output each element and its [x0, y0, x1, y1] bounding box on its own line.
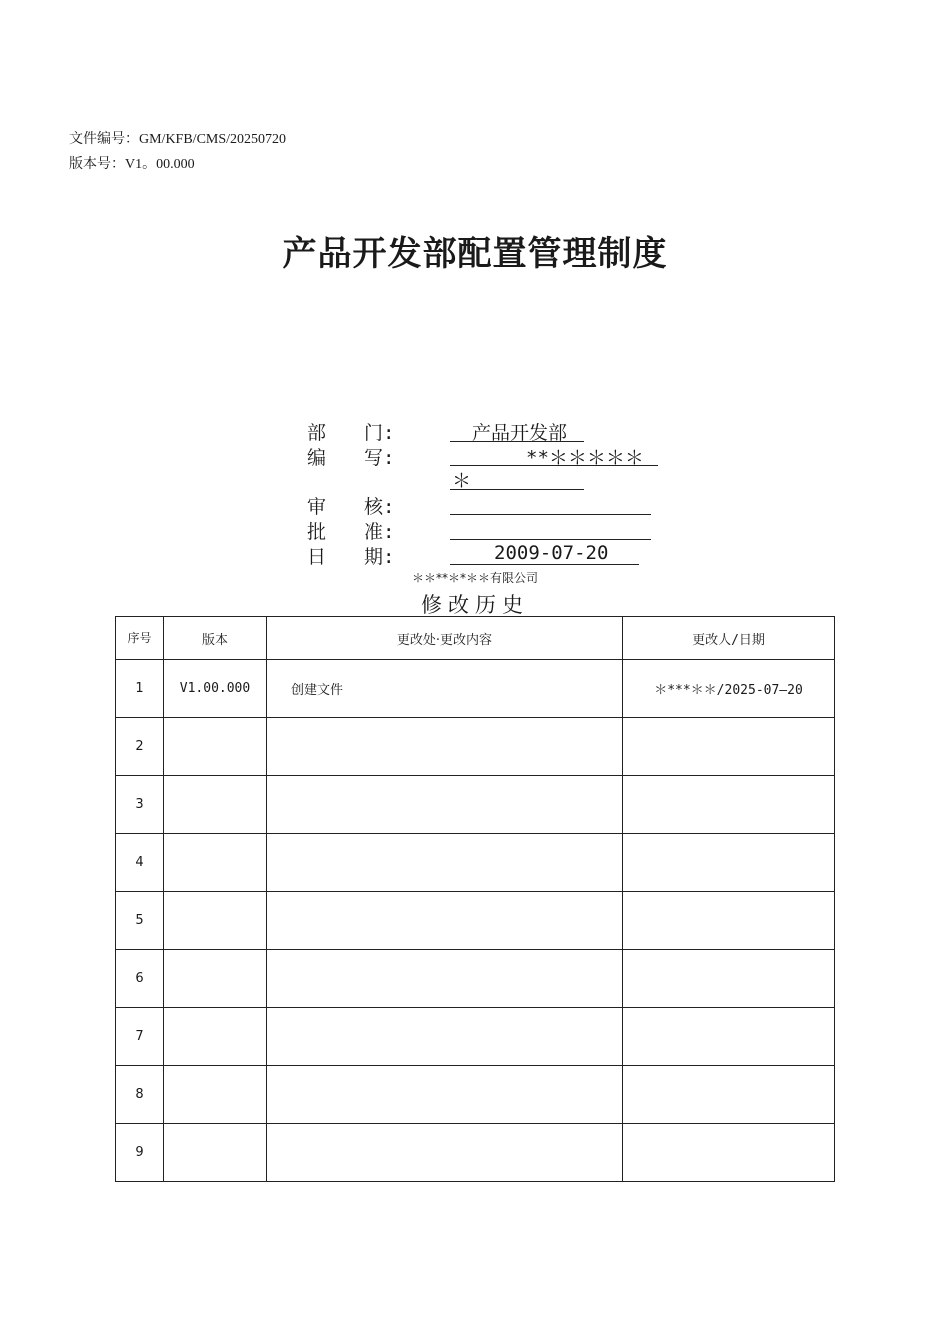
cell-version [164, 1066, 267, 1124]
table-row [116, 718, 835, 776]
history-title: 修改历史 [421, 593, 529, 617]
cell-version [164, 1008, 267, 1066]
file-number: GM/KFB/CMS/20250720 [139, 132, 287, 147]
cell-author-date [623, 718, 835, 776]
cell-author-date [623, 1066, 835, 1124]
cell-version [164, 892, 267, 950]
header-version: 版本 [164, 617, 267, 660]
table-row [116, 776, 835, 834]
table-header-row [116, 617, 835, 660]
table-row [116, 660, 835, 718]
version-line [69, 152, 286, 177]
date-underline [450, 564, 639, 565]
review-underline [450, 514, 651, 515]
company-name: ＊＊**＊*＊＊有限公司 [411, 571, 538, 585]
cell-number: 4 [116, 834, 164, 892]
cell-author-date [623, 776, 835, 834]
document-meta [69, 127, 286, 177]
cell-author-date [623, 834, 835, 892]
cell-version [164, 776, 267, 834]
cell-number: 2 [116, 718, 164, 776]
cell-number: 7 [116, 1008, 164, 1066]
header-number: 序号 [116, 617, 164, 660]
cell-version [164, 1124, 267, 1182]
cell-author-date [623, 950, 835, 1008]
version-number: V1。00.000 [125, 157, 195, 172]
cell-number: 5 [116, 892, 164, 950]
department-value: 产品开发部 [472, 422, 568, 444]
cell-change [267, 1124, 623, 1182]
cell-number: 3 [116, 776, 164, 834]
cell-number: 1 [116, 660, 164, 718]
cell-version [164, 718, 267, 776]
cell-change [267, 950, 623, 1008]
cell-change [267, 718, 623, 776]
writer-underline-2 [450, 489, 584, 490]
cell-author-date [623, 1008, 835, 1066]
table-row [116, 834, 835, 892]
file-number-line [69, 127, 286, 152]
department-underline [450, 441, 584, 442]
cell-number: 8 [116, 1066, 164, 1124]
approve-underline [450, 539, 651, 540]
cell-author-date: ＊***＊＊/2025-07—20 [623, 660, 835, 718]
cell-change [267, 1008, 623, 1066]
date-label: 日 期: [307, 546, 395, 568]
cell-change [267, 834, 623, 892]
department-label: 部 门: [307, 422, 395, 444]
table-row [116, 1124, 835, 1182]
table-row [116, 892, 835, 950]
cell-change: 创建文件 [267, 660, 623, 718]
writer-underline [450, 465, 658, 466]
cell-version [164, 950, 267, 1008]
cell-author-date [623, 1124, 835, 1182]
file-number-label: 文件编号： [69, 132, 139, 147]
cell-number: 6 [116, 950, 164, 1008]
writer-value-continued: ＊ [452, 470, 472, 492]
revision-history-table [115, 616, 835, 1182]
approve-label: 批 准: [307, 521, 395, 543]
cell-change [267, 776, 623, 834]
table-row [116, 950, 835, 1008]
cell-version: V1.00.000 [164, 660, 267, 718]
cell-version [164, 834, 267, 892]
writer-value: **＊＊＊＊＊ [526, 447, 644, 469]
header-author-date: 更改人/日期 [623, 617, 835, 660]
cell-change [267, 892, 623, 950]
table-row [116, 1066, 835, 1124]
review-label: 审 核: [307, 496, 395, 518]
header-change: 更改处·更改内容 [267, 617, 623, 660]
document-title: 产品开发部配置管理制度 [282, 234, 668, 274]
table-row [116, 1008, 835, 1066]
cell-author-date [623, 892, 835, 950]
cell-change [267, 1066, 623, 1124]
date-value: 2009-07-20 [494, 542, 609, 564]
cell-number: 9 [116, 1124, 164, 1182]
version-label: 版本号： [69, 157, 125, 172]
writer-label: 编 写: [307, 447, 395, 469]
